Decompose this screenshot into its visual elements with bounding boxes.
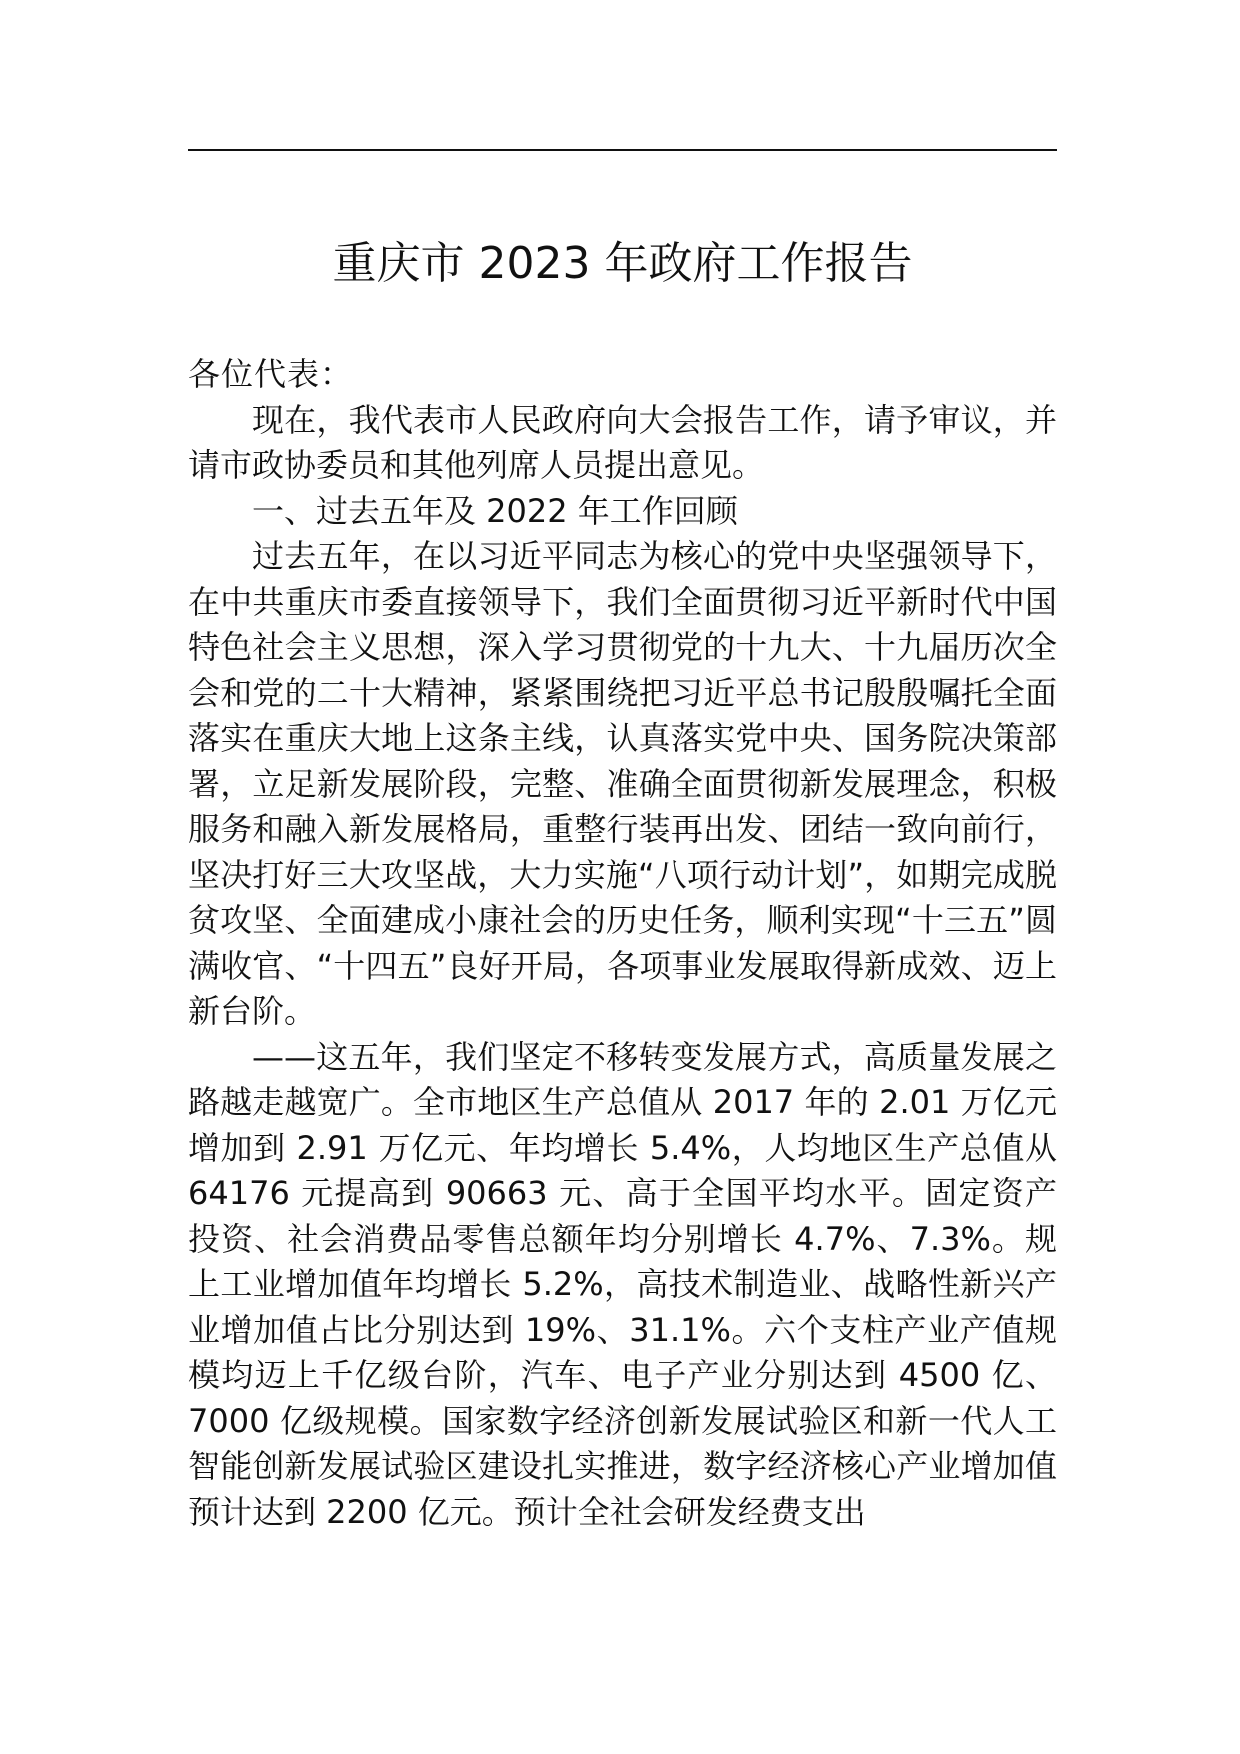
salutation: 各位代表：	[188, 355, 354, 393]
paragraph-overview: 过去五年，在以习近平同志为核心的党中央坚强领导下，在中共重庆市委直接领导下，我们全面贯彻习近平新时代中国特色社会主义思想，深入学习贯彻党的十九大、十九届历次全会和党的二十大精神，紧紧围绕把习近平总书记殷殷嘱托全面落实在重庆大地上这条主线，认真落实党中央、国务院决策部署，立足新发展阶段，完整、准确全面贯彻新发展理念，积极服务和融入新发展格局，重整行装再出发、团结一致向前行，坚决打好三大攻坚战，大力实施“八项行动计划”，如期完成脱贫攻坚、全面建成小康社会的历史任务，顺利实现“十三五”圆满收官、“十四五”良好开局，各项事业发展取得新成效、迈上新台阶。	[188, 537, 1057, 1030]
paragraph-intro: 现在，我代表市人民政府向大会报告工作，请予审议，并请市政协委员和其他列席人员提出意见。	[188, 400, 1057, 484]
document-body	[188, 352, 1057, 1535]
document-title: 重庆市 2023 年政府工作报告	[332, 238, 913, 289]
section-heading: 一、过去五年及 2022 年工作回顾	[252, 491, 738, 530]
paragraph-development: ——这五年，我们坚定不移转变发展方式，高质量发展之路越走越宽广。全市地区生产总值从 2017 年的 2.01 万亿元增加到 2.91 万亿元、年均增长 5.4%，人均地区生产总值从 64176 元提高到 90663 元、高于全国平均水平。固定资产投资、社会消费品零售总额年均分别增长 4.7%、7.3%。规上工业增加值年均增长 5.2%，高技术制造业、战略性新兴产业增加值占比分别达到 19%、31.1%。六个支柱产业产值规模均迈上千亿级台阶，汽车、电子产业分别达到 4500 亿、7000 亿级规模。国家数字经济创新发展试验区和新一代人工智能创新发展试验区建设扎实推进，数字经济核心产业增加值预计达到 2200 亿元。预计全社会研发经费支出	[188, 1037, 1057, 1531]
header-rule	[188, 149, 1057, 151]
